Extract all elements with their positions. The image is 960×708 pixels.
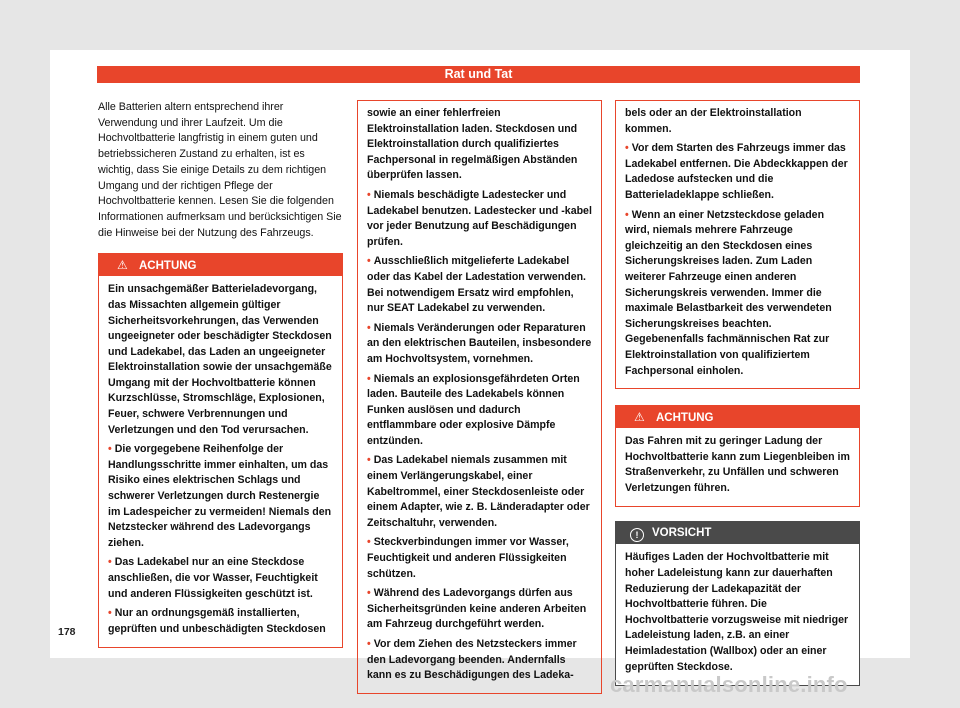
- bullet-icon: •: [625, 142, 629, 155]
- warning-body: [616, 428, 859, 506]
- caution-header: [616, 522, 859, 544]
- warning-list-item: • Wenn an einer Netzsteckdose geladen wird, niemals mehrere Fahrzeuge gleichzeitig an den Steckdosen eines Sicherungskreises laden. Zum Laden weiterer Fahrzeuge einen anderen Sicherungskreis verwenden. Immer die maximale Belastbarkeit des verwendeten Sicherungskreises beachten. Gegebenenfalls fachmännischen Rat zur Elektroinstallation von qualifiziertem Fachpersonal einholen.: [625, 208, 832, 377]
- warning-triangle-icon: ⚠: [634, 410, 645, 425]
- bullet-icon: •: [108, 556, 112, 569]
- continuation-text: bels oder an der Elektroinstallation kommen.: [625, 107, 802, 135]
- column-2: [357, 100, 602, 694]
- warning-list-item: • Nur an ordnungsgemäß installierten, geprüften und unbeschädigten Steckdosen: [108, 607, 326, 635]
- warning-text: Das Fahren mit zu geringer Ladung der Hochvoltbatterie kann zum Liegenbleiben im Straßenverkehr, zu Unfällen und schweren Verletzungen führen.: [625, 435, 850, 494]
- page-number: 178: [58, 626, 76, 638]
- warning-text: Ein unsachgemäßer Batterieladevorgang, das Missachten allgemein gültiger Sicherheitsvorkehrungen, das Verwenden ungeeigneter oder beschädigter Steckdosen und Ladekabel, das Laden an ungeeigneter Elektroinstallation sowie der unsachgemäße Umgang mit der Hochvoltbatterie können Kurzschlüsse, Stromschläge, Explosionen, Feuer, schwere Verbrennungen und Verletzungen und den Tod verursachen.: [108, 283, 332, 436]
- warning-continuation-box-2: [615, 100, 860, 389]
- section-title: Rat und Tat: [444, 67, 513, 81]
- warning-title: ACHTUNG: [656, 412, 714, 425]
- continuation-text: sowie an einer fehlerfreien Elektroinstallation laden. Steckdosen und Elektroinstallation durch qualifiziertes Fachpersonal in regelmäßigen Abständen überprüfen lassen.: [367, 107, 578, 182]
- column-1: [98, 100, 343, 648]
- warning-list-item: • Niemals an explosionsgefährdeten Orten laden. Bauteile des Ladekabels können Funken auslösen und dadurch entflammbare oder explosive Dämpfe entzünden.: [367, 372, 580, 447]
- info-circle-icon: !: [630, 528, 644, 542]
- warning-continuation-box: [357, 100, 602, 694]
- caution-title: VORSICHT: [652, 527, 712, 540]
- warning-body: [99, 276, 342, 647]
- bullet-icon: •: [367, 372, 371, 385]
- warning-list-item: • Die vorgegebene Reihenfolge der Handlungsschritte immer einhalten, um das Risiko eines elektrischen Schlags und schwerer Verletzungen durch Restenergie im Ladespeicher zu vermeiden! Niemals den Netzstecker während des Ladevorgangs ziehen.: [108, 443, 332, 549]
- bullet-icon: •: [367, 188, 371, 201]
- bullet-icon: •: [367, 454, 371, 467]
- warning-list-item: • Während des Ladevorgangs dürfen aus Sicherheitsgründen keine anderen Arbeiten am Fahrzeug durchgeführt werden.: [367, 587, 587, 631]
- warning-box-2: [615, 405, 860, 507]
- warning-triangle-icon: ⚠: [117, 258, 128, 273]
- column-3: [615, 100, 860, 686]
- warning-list-item: • Niemals Veränderungen oder Reparaturen an den elektrischen Bauteilen, insbesondere am Hochvoltsystem, vornehmen.: [367, 321, 592, 365]
- warning-list-item: • Vor dem Starten des Fahrzeugs immer das Ladekabel entfernen. Die Abdeckkappen der Ladedose aufstecken und die Batterieladeklappe schließen.: [625, 142, 848, 201]
- intro-paragraph: Alle Batterien altern entsprechend ihrer Verwendung und ihrer Laufzeit. Um die Hochvoltbatterie langfristig in einem guten und betriebssicheren Zustand zu erhalten, ist es wichtig, dass Sie einige Details zu dem richtigen Umgang und der richtigen Pflege der Hochvoltbatterie kennen. Lesen Sie die folgenden Informationen aufmerksam und berücksichtigen Sie die Hinweise bei der Nutzung des Fahrzeugs.: [98, 101, 342, 239]
- caution-box: [615, 521, 860, 686]
- caution-body: [616, 544, 859, 685]
- bullet-icon: •: [367, 321, 371, 334]
- warning-header: [99, 254, 342, 276]
- warning-box-1: [98, 253, 343, 648]
- bullet-icon: •: [367, 638, 371, 650]
- bullet-icon: •: [108, 443, 112, 456]
- warning-list-item: • Ausschließlich mitgelieferte Ladekabel oder das Kabel der Ladestation verwenden. Bei notwendigem Ersatz wird empfohlen, nur SEAT Ladekabel zu verwenden.: [367, 255, 586, 315]
- warning-header: [616, 406, 859, 428]
- warning-list-item: • Das Ladekabel nur an eine Steckdose anschließen, die vor Wasser, Feuchtigkeit und anderen Flüssigkeiten geschützt ist.: [108, 556, 318, 600]
- warning-list-item: • Steckverbindungen immer vor Wasser, Feuchtigkeit und anderen Flüssigkeiten schützen.: [367, 536, 569, 580]
- warning-list-item: • Vor dem Ziehen des Netzsteckers immer den Ladevorgang beenden. Andernfalls kann es zu Beschädigungen des Ladeka-: [367, 638, 577, 682]
- bullet-icon: •: [108, 607, 112, 620]
- watermark: carmanualsonline.info: [610, 672, 848, 697]
- warning-list-item: • Niemals beschädigte Ladestecker und Ladekabel benutzen. Ladestecker und -kabel vor jeder Benutzung auf Beschädigungen prüfen.: [367, 188, 592, 248]
- caution-text: Häufiges Laden der Hochvoltbatterie mit hoher Ladeleistung kann zur dauerhaften Reduzierung der Ladekapazität der Hochvoltbatterie führen. Die Hochvoltbatterie vorzugsweise mit niedriger Ladeleistung laden, z.B. an einer Heimladestation (Wallbox) oder an einer geprüften Steckdose.: [625, 551, 849, 673]
- warning-list-item: • Das Ladekabel niemals zusammen mit einem Verlängerungskabel, einer Kabeltrommel, einer Steckdosenleiste oder einem Adapter, wie z. B. Länderadapter oder Zeitschaltuhr, verwenden.: [367, 454, 590, 529]
- bullet-icon: •: [367, 587, 371, 600]
- warning-title: ACHTUNG: [139, 260, 197, 273]
- bullet-icon: •: [625, 208, 629, 221]
- section-header: [97, 66, 860, 83]
- bullet-icon: •: [367, 255, 371, 268]
- bullet-icon: •: [367, 536, 371, 549]
